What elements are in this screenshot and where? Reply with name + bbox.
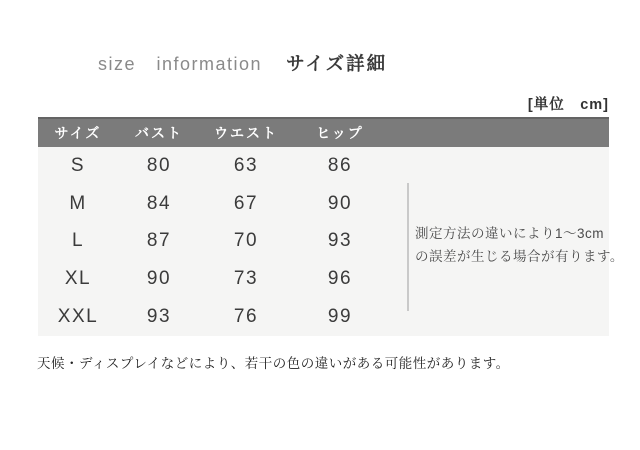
cell-waist: 63 bbox=[233, 154, 259, 176]
title-english: size information bbox=[98, 54, 263, 74]
cell-hip: 93 bbox=[327, 230, 353, 252]
cell-hip: 90 bbox=[327, 192, 353, 214]
table-row-xxl bbox=[38, 298, 609, 336]
title-japanese: サイズ詳細 bbox=[286, 53, 388, 74]
measurement-tolerance-note bbox=[415, 222, 624, 268]
unit-label: [単位 cm] bbox=[527, 97, 609, 113]
cell-bust: 84 bbox=[146, 192, 172, 214]
measurement-note-line1: 測定方法の違いにより1～3cm bbox=[415, 226, 605, 241]
note-divider-line bbox=[407, 183, 409, 311]
cell-bust: 87 bbox=[146, 230, 172, 252]
size-table bbox=[38, 117, 624, 336]
cell-hip: 96 bbox=[327, 268, 353, 290]
column-header-bust: バスト bbox=[135, 125, 183, 141]
column-header-hip: ヒップ bbox=[316, 125, 364, 141]
cell-waist: 70 bbox=[233, 230, 259, 252]
page-title bbox=[98, 50, 387, 76]
table-row-m bbox=[38, 185, 609, 223]
cell-bust: 90 bbox=[146, 268, 172, 290]
cell-hip: 86 bbox=[327, 154, 353, 176]
cell-hip: 99 bbox=[327, 306, 353, 328]
size-table-header-row bbox=[38, 117, 609, 147]
cell-bust: 93 bbox=[146, 306, 172, 328]
measurement-note-line2: の誤差が生じる場合が有ります。 bbox=[415, 249, 624, 264]
cell-waist: 76 bbox=[233, 306, 259, 328]
column-header-size: サイズ bbox=[54, 125, 102, 141]
cell-bust: 80 bbox=[146, 154, 172, 176]
cell-waist: 73 bbox=[233, 268, 259, 290]
cell-size: L bbox=[71, 230, 85, 252]
color-disclaimer-note: 天候・ディスプレイなどにより、若干の色の違いがある可能性があります。 bbox=[37, 356, 510, 371]
cell-size: XXL bbox=[57, 306, 99, 328]
cell-waist: 67 bbox=[233, 192, 259, 214]
table-row-s bbox=[38, 147, 609, 185]
column-header-waist: ウエスト bbox=[214, 125, 278, 141]
cell-size: M bbox=[69, 192, 87, 214]
cell-size: XL bbox=[64, 268, 92, 290]
cell-size: S bbox=[70, 154, 86, 176]
